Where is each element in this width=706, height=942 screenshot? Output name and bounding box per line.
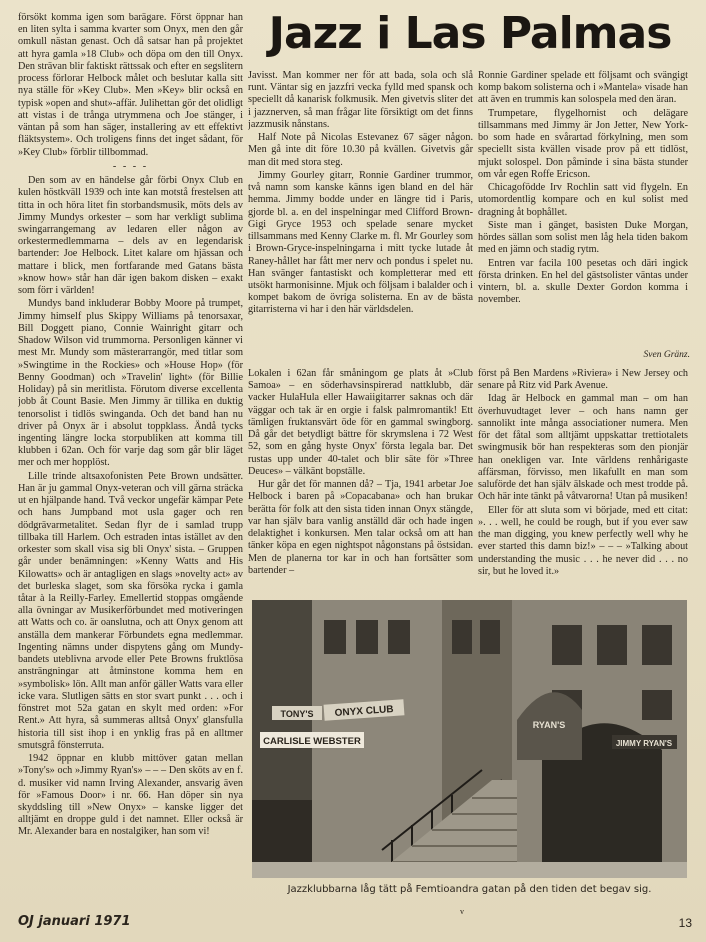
left-column: [18, 12, 243, 907]
middle-column-bottom: [248, 368, 473, 598]
paragraph: Trumpetare, flygelhornist och delägare tillsammans med Jimmy är Jon Jetter, New York-bo som hade en svårartad förkylning, men som speciellt sista kvällen visade prov på ett tidlöst, mjukt solospel. Don påminde i sina bästa stunder om vår egen Roffe Ericson.: [478, 107, 688, 180]
paragraph: Half Note på Nicolas Estevanez 67 säger någon. Men gå inte dit före 10.30 på kvällen. Givetvis går man dit med stora steg.: [248, 132, 473, 168]
right-column-bottom: [478, 368, 688, 598]
middle-column-top: [248, 70, 473, 362]
print-mark: v: [460, 907, 464, 916]
paragraph: Den som av en händelse går förbi Onyx Club en kulen höstkväll 1939 och inte kan motstå frestelsen att titta in och höra litet fin storbandsmusik, möts dels av Jimmy Mundys orkester – som har verkligt sublima swingarrangemang av ledaren eller någon av orkestermedlemmarna – dels av en legendarisk bartender: Joe Helbock. Litet kalare om hjässan och mattare i blick, men fortfarande med Gatans bästa »know how» står han där igen bakom disken – exakt som förr i världen!: [18, 175, 243, 297]
paragraph: Jimmy Gourley gitarr, Ronnie Gardiner trummor, två namn som kanske känns igen bland en del här hemma. Jimmy bodde under en längre tid i Paris, gjorde bl. a. en del inspelningar med Clifford Brown-Gigi Gryce 1953 och spelade senare mycket tillsammans med Kenny Clarke m. fl. Mr Gourley som i Brown-Gryce-inspelningarna i mitt tycke lutade åt Raney-hållet har fått mer nerv och pondus i spelet nu. Han svänger fantastiskt och kompletterar med ett utsökt harmonisinne. Mjuk och följsam i balalder och i kompet bakom de övriga solisterna. En av de bästa gitarristerna vi har i den här världsdelen.: [248, 169, 473, 316]
sign-carlisle-webster: CARLISLE WEBSTER: [263, 736, 361, 747]
street-photo-illustration: [252, 600, 687, 878]
sign-ryans: RYAN'S: [532, 720, 566, 730]
paragraph: försökt komma igen som barägare. Först öppnar han en liten sylta i samma kvarter som Onyx, men den går omkull nästan genast. Och då satsar han på projektet att hyra gamla »18 Club» och döpa om den till Onyx. Den strävan blir faktiskt rättssak och efter en segslitern process förlorar Helbock målet och beslutar kalla sitt nya ställe för »Key Club». Men »Key» blir också en typisk »open and shut»-affär. Julihettan gör det olidligt att vistas i de trånga utrymmena och Joe stänger, i väntan på som han säger, installering av ett effektivt fläktsystem». Och troligens finns det inget sådant, för »Key Club» förblir tillbommad.: [18, 12, 243, 158]
photo-caption: Jazzklubbarna låg tätt på Femtioandra gatan på den tiden det begav sig.: [287, 884, 652, 895]
paragraph: - - - -: [112, 160, 149, 172]
author-signature: Sven Gränz.: [643, 350, 690, 360]
paragraph: Javisst. Man kommer ner för att bada, sola och slå runt. Väntar sig en jazzfri vecka fylld med spansk och speciellt då kanarisk folkmusik. Men givetvis sliter det i jazznerven, så man frågar lite försiktigt om det finns jazzmusik nånstans.: [248, 70, 473, 130]
street-photo: [252, 600, 687, 878]
paragraph: 1942 öppnar en klubb mittöver gatan mellan »Tony's» och »Jimmy Ryan's» – – – Den sköts av en f. d. musiker vid namn Irving Alexander, ansvarig även för »Famous Door» i nr. 66. Han döper sin nya skyddsling till »New Onyx» – kanske ligger det alltjämt en droppe guld i det namnet. Eller också är Mr. Alexander bara en nostalgiker, han som vi!: [18, 753, 243, 838]
paragraph: Idag är Helbock en gammal man – om han överhuvudtaget lever – och hans namn ger sannolikt inte många associationer numera. Men för det fåtal som alltjämt uppskattar trettiotalets swingmusik bör han respekteras som den pionjär han onekligen var. Inte världens renhårigaste affärsman, förvisso, men likafullt en man som saluförde det han själv älskade och mest trodde på. Och här inte tänkt på våtvarorna! Utan på musiken!: [478, 393, 688, 503]
magazine-issue: OJ januari 1971: [18, 914, 131, 929]
paragraph: Lokalen i 62an får småningom ge plats åt »Club Samoa» – en söderhavsinspirerad nattklubb, där vacker HulaHula eller Hawaiigitarrer saknas och där väggar och tak är en orgie i falsk palmromantik! Ett tämligen fruktansvärt öde för en gammal swingborg. Då går det betydligt bättre för skrymslena i 72 West 52, som en gång hyste Onyx' första legala bar. Det rustas upp under 40-talet och blir säte för »Three Deuces» – välkänt bopställe.: [248, 368, 473, 477]
right-column-top: [478, 70, 688, 362]
paragraph: Hur går det för mannen då? – Tja, 1941 arbetar Joe Helbock i baren på »Copacabana» och han brukar berätta för folk att den sista tiden innan Onyx stängde, var han själv bara vanlig anställd där och hade ingen delaktighet i konkursen. Men talar också om att han tänker köpa en egen nightspot någonstans på östsidan. Men de planerna tor kar in och han fortsätter som bartender –: [248, 479, 473, 576]
sign-onyx-club: ONYX CLUB: [334, 703, 394, 720]
paragraph: först på Ben Mardens »Riviera» i New Jersey och senare på Ritz vid Park Avenue.: [478, 368, 688, 392]
sign-tonys: TONY'S: [280, 709, 314, 719]
paragraph: Eller för att sluta som vi började, med ett citat: ». . . well, he could be rough, but if you ever saw the man digging, you knew perfectly well why he ever started this damn biz!» – – – »Talking about understanding the music . . . he never did . . . no sir, but he loved it.»: [478, 504, 688, 577]
paragraph: Mundys band inkluderar Bobby Moore på trumpet, Jimmy himself plus Skippy Williams på tenorsaxar, Bill Doggett piano, Connie Wainright gitarr och Shadow Wilson vid trummorna. Personligen känner vi mest Mr. Mundy som mästerarrangör, med titlar som »Swingtime in the Rockies» och »House Hop» (för Benny Goodman) och »Travelin' light» (för Billie Holiday) på sin meritlista. Förutom diverse excellenta jobb åt Count Basie. Men Jimmy är tillika en duktig tenorsolist i tidlös swinganda. Och det band han nu driver på Onyx är i absolut toppklass. Ändå tycks ingenting längre locka storpubliken att komma till klubben i 62an. Och för varje dag som går blir läget mer och mer hopplöst.: [18, 298, 243, 469]
paragraph: Entren var facila 100 pesetas och däri ingick första drinken. En hel del gästsolister väntas under vintern, bl. a. skulle Dexter Gordon komma i november.: [478, 257, 688, 306]
paragraph: Siste man i gänget, basisten Duke Morgan, hördes sällan som solist men låg hela tiden bakom med en jämn och stadig rytm.: [478, 219, 688, 256]
paragraph: Ronnie Gardiner spelade ett följsamt och svängigt komp bakom solisterna och i »Mantela» visade han att även en trummis kan solospela med den äran.: [478, 70, 688, 106]
sign-jimmy-ryans: JIMMY RYAN'S: [615, 739, 673, 748]
page-number: 13: [678, 916, 692, 930]
paragraph: Lille trinde altsaxofonisten Pete Brown undsätter. Han är ju gammal Onyx-veteran och vill gärna sträcka ut en hjälpande hand. Två veckor ungefär kämpar Pete och hans Jumpband mot usla gager och ren dödgrävarmetalitet. Sedan flyr de i samlad trupp tillbaka till Harlem. Och estraden intas istället av den orkester som skall visa sig bli Onyx' sista. – Gruppen går under benämningen: »Kenny Watts and His Kilowatts» och är antagligen en slags »novelty act» av det burleska slaget, som ska försöka rycka i gamla tåtar à la Reilly-Farley. Emellertid stoppas omgående alla övningar av Musikerförbundet med motiveringen att Watts och co. är oanslutna, och att Onyx genom att anställa dem mankerar Förbundets egna medlemmar. Ingenting nämns under dispytens gång om Mundy-bandets uteblivna arvode eller Pete Browns fruktlösa ansträngningar att åtminstone komma hem en »symbolisk» lön. Allt man anför gäller Watts vara eller icke vara. Slutligen sätts en stor svart punkt . . . och i fönstret mot 52a gatan en skylt med orden: »For Rent.» Att hyra, så summeras alltså Onyx' glansfulla historia till sist ihop i en ynklig fras på en alltmer smutsgrå fönsterruta.: [18, 470, 243, 751]
paragraph: Chicagofödde Irv Rochlin satt vid flygeln. En utomordentlig kompare och en kul solist med dragning åt bophållet.: [478, 182, 688, 218]
article-title: Jazz i Las Palmas: [268, 8, 672, 59]
